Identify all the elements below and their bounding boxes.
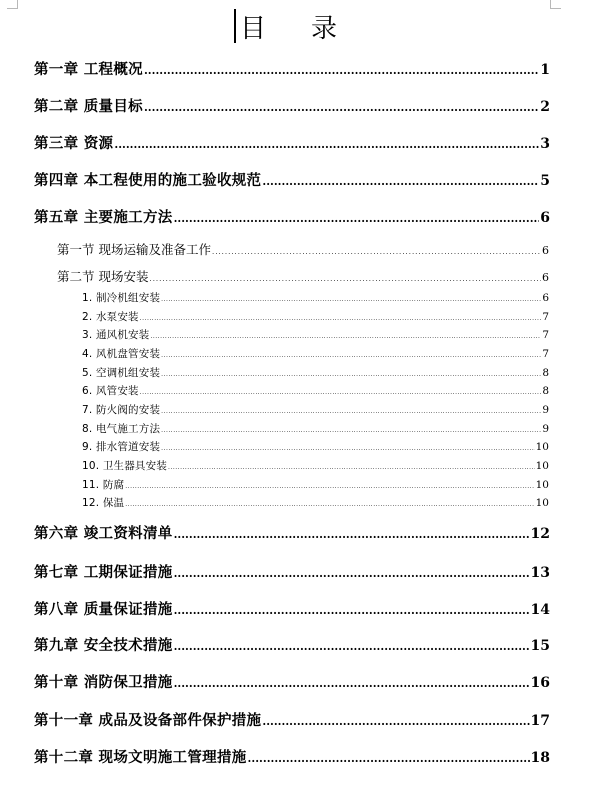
toc-entry-label: 7. 防火阀的安装 — [82, 404, 161, 416]
toc-dot-leader — [174, 209, 540, 226]
toc-dot-leader — [174, 637, 530, 654]
toc-entry-page-number: 8 — [542, 367, 549, 379]
toc-entry-label: 5. 空调机组安装 — [82, 367, 161, 379]
toc-entry-page-number: 14 — [530, 602, 550, 618]
page-title[interactable]: 目录 — [240, 14, 383, 44]
toc-entry-page-number: 10 — [535, 460, 549, 472]
toc-entry[interactable] — [82, 365, 549, 381]
toc-entry-page-number: 10 — [535, 497, 549, 509]
toc-entry-label: 第十二章 现场文明施工管理措施 — [34, 749, 247, 766]
toc-entry[interactable] — [34, 634, 550, 654]
toc-entry-label: 第二章 质量目标 — [34, 98, 143, 115]
toc-dot-leader — [174, 601, 530, 618]
toc-entry-label: 第一章 工程概况 — [34, 61, 143, 78]
toc-entry-page-number: 10 — [535, 479, 549, 491]
toc-dot-leader — [114, 135, 539, 152]
toc-entry-page-number: 13 — [530, 565, 550, 581]
toc-entry[interactable] — [57, 240, 549, 258]
toc-entry-page-number: 15 — [530, 638, 550, 654]
toc-entry-label: 6. 风管安装 — [82, 385, 139, 397]
toc-entry[interactable] — [34, 746, 550, 766]
toc-entry-label: 第四章 本工程使用的施工验收规范 — [34, 172, 262, 189]
toc-dot-leader — [150, 329, 541, 341]
toc-entry-page-number: 6 — [540, 210, 550, 226]
toc-entry-label: 第七章 工期保证措施 — [34, 564, 173, 581]
toc-entry-page-number: 2 — [540, 99, 550, 115]
toc-entry-page-number: 9 — [542, 404, 549, 416]
toc-entry[interactable] — [82, 439, 549, 455]
toc-entry-page-number: 18 — [530, 750, 550, 766]
toc-dot-leader — [149, 269, 541, 284]
toc-dot-leader — [161, 348, 541, 360]
toc-entry-label: 第二节 现场安装 — [57, 269, 149, 284]
text-cursor — [234, 9, 236, 43]
toc-entry-label: 第十章 消防保卫措施 — [34, 674, 173, 691]
toc-entry[interactable] — [82, 327, 549, 343]
toc-entry-label: 1. 制冷机组安装 — [82, 292, 161, 304]
toc-entry-page-number: 6 — [542, 271, 549, 284]
page-corner-mark-left — [7, 0, 18, 9]
toc-entry-label: 第六章 竣工资料清单 — [34, 525, 173, 542]
toc-entry[interactable] — [34, 598, 550, 618]
toc-dot-leader — [140, 385, 542, 397]
toc-entry[interactable] — [82, 458, 549, 474]
toc-dot-leader — [161, 423, 541, 435]
toc-entry[interactable] — [34, 709, 550, 729]
toc-entry-label: 8. 电气施工方法 — [82, 423, 161, 435]
toc-entry-label: 第九章 安全技术措施 — [34, 637, 173, 654]
toc-entry[interactable] — [82, 421, 549, 437]
toc-entry[interactable] — [82, 309, 549, 325]
toc-entry-label: 第八章 质量保证措施 — [34, 601, 173, 618]
toc-entry[interactable] — [82, 346, 549, 362]
toc-dot-leader — [161, 292, 541, 304]
toc-entry-page-number: 16 — [530, 675, 550, 691]
toc-entry[interactable] — [34, 95, 550, 115]
toc-entry[interactable] — [82, 290, 549, 306]
toc-entry[interactable] — [34, 671, 550, 691]
toc-entry-label: 4. 风机盘管安装 — [82, 348, 161, 360]
toc-entry-page-number: 12 — [530, 526, 550, 542]
toc-entry-page-number: 7 — [542, 311, 549, 323]
toc-entry-page-number: 6 — [542, 292, 549, 304]
toc-entry-page-number: 3 — [540, 136, 550, 152]
toc-entry-page-number: 7 — [542, 348, 549, 360]
toc-entry[interactable] — [82, 495, 549, 511]
toc-entry-page-number: 9 — [542, 423, 549, 435]
toc-entry[interactable] — [34, 169, 550, 189]
toc-dot-leader — [262, 712, 529, 729]
toc-entry-label: 第五章 主要施工方法 — [34, 209, 173, 226]
toc-entry-page-number: 7 — [542, 329, 549, 341]
toc-dot-leader — [262, 172, 539, 189]
toc-dot-leader — [144, 61, 539, 78]
toc-entry-label: 第一节 现场运输及准备工作 — [57, 242, 211, 257]
toc-dot-leader — [168, 460, 535, 472]
toc-dot-leader — [174, 674, 530, 691]
toc-entry[interactable] — [34, 561, 550, 581]
toc-dot-leader — [161, 441, 534, 453]
toc-entry-page-number: 10 — [535, 441, 549, 453]
toc-entry[interactable] — [34, 132, 550, 152]
toc-entry-label: 11. 防腐 — [82, 479, 125, 491]
toc-entry-label: 2. 水泵安装 — [82, 311, 139, 323]
toc-dot-leader — [140, 311, 542, 323]
toc-dot-leader — [144, 98, 539, 115]
toc-entry-page-number: 1 — [540, 62, 550, 78]
toc-dot-leader — [174, 525, 530, 542]
toc-entry-label: 第三章 资源 — [34, 135, 114, 152]
toc-entry[interactable] — [82, 383, 549, 399]
toc-dot-leader — [125, 497, 534, 509]
toc-dot-leader — [161, 367, 541, 379]
toc-dot-leader — [248, 749, 530, 766]
toc-entry[interactable] — [34, 522, 550, 542]
toc-dot-leader — [212, 242, 541, 257]
toc-entry-label: 12. 保温 — [82, 497, 125, 509]
toc-dot-leader — [174, 564, 530, 581]
toc-entry[interactable] — [57, 267, 549, 285]
toc-entry-label: 9. 排水管道安装 — [82, 441, 161, 453]
toc-dot-leader — [161, 404, 541, 416]
toc-entry-page-number: 8 — [542, 385, 549, 397]
toc-entry-page-number: 5 — [540, 173, 550, 189]
toc-entry-page-number: 6 — [542, 244, 549, 257]
toc-entry[interactable] — [34, 58, 550, 78]
toc-entry-page-number: 17 — [530, 713, 550, 729]
toc-entry-label: 10. 卫生器具安装 — [82, 460, 168, 472]
toc-entry[interactable] — [34, 206, 550, 226]
page-corner-mark-right — [550, 0, 561, 9]
toc-entry-label: 3. 通风机安装 — [82, 329, 150, 341]
toc-entry-label: 第十一章 成品及设备部件保护措施 — [34, 712, 262, 729]
toc-entry[interactable] — [82, 477, 549, 493]
toc-dot-leader — [125, 479, 534, 491]
toc-entry[interactable] — [82, 402, 549, 418]
